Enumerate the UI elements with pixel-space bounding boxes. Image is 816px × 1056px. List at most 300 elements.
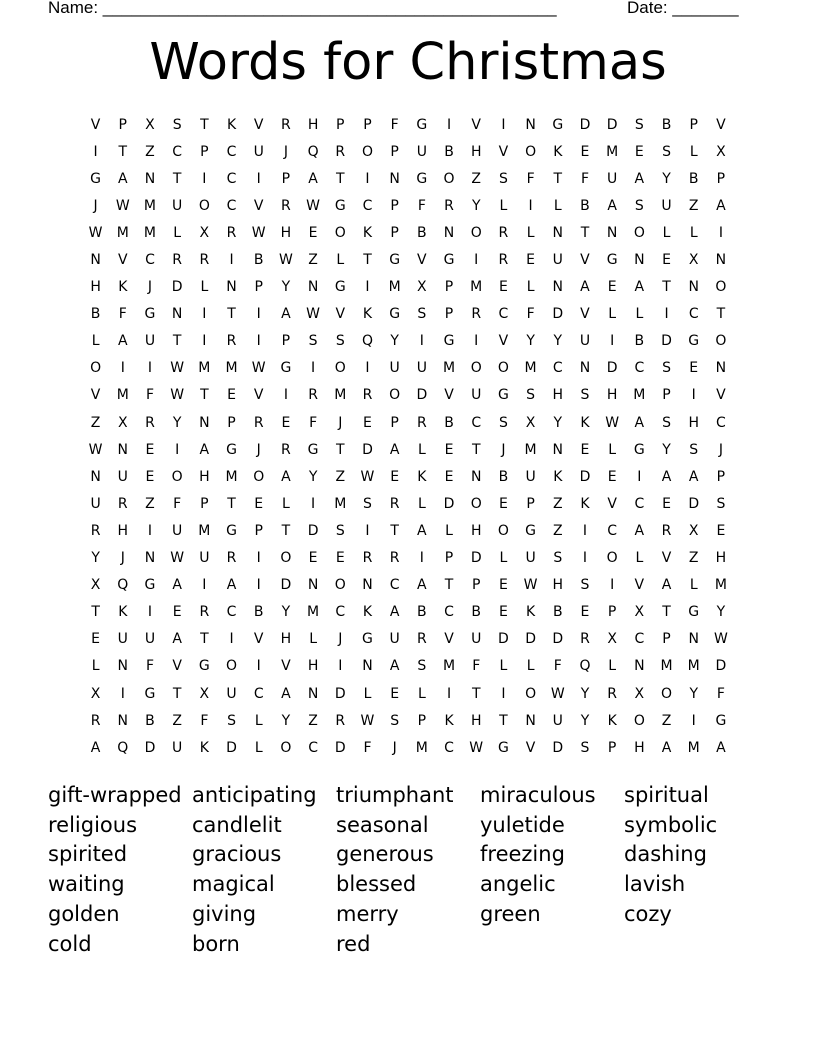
grid-letter: N — [117, 441, 129, 458]
grid-letter: C — [444, 604, 454, 621]
grid-letter: Y — [308, 468, 318, 485]
grid-letter: V — [498, 143, 509, 160]
grid-letter: A — [199, 441, 210, 458]
grid-letter: U — [90, 495, 101, 512]
grid-letter: A — [580, 279, 590, 296]
grid-letter: E — [363, 414, 372, 431]
word-list-row — [48, 810, 788, 840]
grid-letter: N — [362, 577, 373, 594]
grid-letter: A — [281, 306, 291, 323]
grid-letter: C — [362, 197, 373, 214]
date-field-label[interactable]: Date: _______ — [627, 0, 739, 17]
word-list-item: freezing — [480, 842, 565, 867]
grid-letter: E — [498, 279, 508, 296]
grid-letter: Z — [172, 712, 182, 729]
grid-letter: E — [390, 468, 400, 485]
grid-letter: I — [582, 550, 588, 567]
grid-letter: R — [308, 387, 318, 404]
grid-letter: E — [390, 685, 400, 702]
grid-letter: F — [363, 739, 372, 756]
grid-letter: S — [580, 387, 590, 404]
grid-letter: N — [307, 577, 319, 594]
grid-letter: K — [362, 604, 373, 621]
grid-letter: C — [444, 739, 454, 756]
grid-letter: I — [718, 224, 723, 241]
grid-letter: Z — [688, 550, 699, 567]
grid-letter: T — [91, 604, 100, 621]
grid-letter: G — [416, 170, 428, 187]
grid-letter: W — [550, 685, 565, 702]
grid-letter: I — [202, 170, 207, 187]
word-list-item: giving — [192, 902, 257, 927]
grid-letter: U — [144, 631, 156, 648]
grid-letter: F — [145, 658, 154, 675]
grid-letter: N — [226, 279, 237, 296]
grid-letter: S — [662, 414, 671, 431]
grid-letter: G — [688, 333, 700, 350]
grid-letter: D — [362, 441, 373, 458]
grid-letter: D — [226, 739, 237, 756]
grid-letter: L — [200, 279, 209, 296]
grid-letter: T — [580, 224, 590, 241]
grid-letter: I — [419, 333, 424, 350]
grid-letter: Y — [553, 333, 563, 350]
grid-letter: J — [718, 441, 723, 458]
grid-letter: Y — [390, 333, 399, 350]
grid-letter: B — [145, 712, 155, 729]
grid-letter: I — [256, 658, 261, 675]
grid-letter: Z — [552, 495, 563, 512]
grid-letter: W — [170, 387, 185, 404]
grid-letter: S — [335, 333, 345, 350]
grid-letter: T — [471, 685, 481, 702]
grid-letter: A — [634, 279, 645, 296]
grid-letter: V — [607, 495, 617, 512]
grid-row — [82, 517, 735, 544]
grid-letter: P — [281, 170, 291, 187]
grid-letter: O — [90, 360, 102, 377]
grid-letter: V — [253, 631, 264, 648]
grid-letter: C — [688, 306, 699, 323]
grid-letter: G — [497, 387, 509, 404]
grid-letter: D — [470, 550, 482, 567]
grid-letter: M — [687, 739, 700, 756]
grid-letter: L — [499, 658, 508, 675]
grid-letter: V — [335, 306, 346, 323]
grid-letter: W — [360, 468, 375, 485]
grid-letter: C — [389, 577, 400, 594]
grid-letter: I — [311, 495, 316, 512]
grid-letter: A — [308, 170, 318, 187]
grid-letter: K — [199, 739, 209, 756]
grid-letter: I — [256, 170, 261, 187]
grid-letter: M — [660, 658, 673, 675]
grid-letter: S — [634, 116, 644, 133]
grid-letter: H — [634, 739, 645, 756]
grid-letter: D — [334, 685, 346, 702]
grid-letter: C — [226, 170, 237, 187]
grid-letter: F — [200, 712, 209, 729]
grid-letter: T — [662, 604, 671, 621]
grid-letter: B — [90, 306, 101, 323]
grid-letter: C — [172, 143, 183, 160]
grid-letter: U — [172, 739, 183, 756]
grid-letter: D — [498, 631, 509, 648]
grid-letter: Q — [307, 143, 319, 160]
grid-letter: V — [444, 631, 454, 648]
word-list-row — [48, 869, 788, 899]
grid-letter: V — [172, 658, 182, 675]
grid-letter: X — [90, 685, 101, 702]
word-list-item: gift-wrapped — [48, 782, 182, 807]
grid-letter: P — [716, 468, 726, 485]
grid-letter: J — [256, 441, 261, 458]
grid-row — [82, 653, 735, 680]
grid-letter: B — [634, 333, 645, 350]
grid-letter: F — [173, 495, 182, 512]
word-list-item: green — [480, 902, 541, 927]
grid-letter: Z — [661, 712, 672, 729]
grid-letter: W — [88, 224, 103, 241]
grid-letter: G — [280, 360, 292, 377]
grid-letter: Z — [552, 522, 563, 539]
grid-letter: Y — [689, 685, 698, 702]
word-list-item: dashing — [624, 842, 707, 867]
grid-letter: M — [198, 522, 211, 539]
grid-letter: T — [172, 685, 182, 702]
grid-letter: T — [499, 712, 508, 729]
grid-row — [82, 490, 735, 517]
grid-row — [82, 219, 735, 246]
grid-letter: R — [90, 712, 101, 729]
grid-letter: H — [307, 116, 319, 133]
grid-letter: C — [634, 631, 645, 648]
grid-letter: A — [688, 468, 699, 485]
grid-letter: Y — [172, 414, 182, 431]
grid-letter: S — [227, 712, 236, 729]
grid-letter: H — [117, 522, 129, 539]
grid-letter: J — [338, 414, 343, 431]
grid-letter: N — [144, 170, 156, 187]
grid-letter: L — [91, 333, 100, 350]
grid-row — [82, 599, 735, 626]
grid-letter: I — [202, 333, 207, 350]
grid-letter: W — [713, 631, 728, 648]
grid-letter: P — [444, 550, 454, 567]
word-list-item: golden — [48, 902, 120, 927]
word-list-item: symbolic — [624, 812, 718, 837]
grid-letter: B — [498, 468, 509, 485]
grid-letter: I — [582, 522, 588, 539]
grid-letter: W — [88, 441, 103, 458]
grid-letter: I — [147, 604, 153, 621]
grid-letter: S — [580, 577, 590, 594]
grid-row — [82, 192, 735, 219]
grid-letter: L — [608, 658, 617, 675]
grid-letter: Q — [361, 333, 373, 350]
grid-letter: R — [362, 387, 373, 404]
grid-letter: I — [256, 577, 261, 594]
grid-letter: Y — [281, 604, 291, 621]
grid-letter: R — [117, 495, 128, 512]
grid-letter: N — [634, 252, 645, 269]
grid-letter: V — [580, 252, 590, 269]
grid-letter: G — [633, 441, 645, 458]
grid-letter: F — [390, 116, 399, 133]
word-list-row — [48, 929, 788, 959]
grid-letter: N — [389, 170, 400, 187]
grid-letter: O — [334, 360, 346, 377]
grid-letter: N — [579, 360, 591, 377]
grid-letter: P — [200, 143, 209, 160]
grid-letter: U — [117, 468, 128, 485]
grid-letter: O — [334, 577, 346, 594]
grid-letter: E — [607, 279, 617, 296]
grid-letter: N — [90, 252, 101, 269]
grid-letter: E — [281, 414, 291, 431]
grid-row — [82, 165, 735, 192]
grid-letter: L — [689, 224, 698, 241]
grid-letter: M — [334, 495, 347, 512]
grid-row — [82, 138, 735, 165]
grid-letter: V — [253, 197, 264, 214]
grid-letter: A — [661, 577, 672, 594]
grid-letter: T — [227, 495, 236, 512]
grid-letter: R — [226, 333, 237, 350]
grid-letter: T — [200, 116, 209, 133]
grid-letter: V — [525, 739, 536, 756]
grid-letter: H — [280, 224, 292, 241]
grid-letter: X — [688, 252, 699, 269]
grid-letter: M — [307, 604, 320, 621]
grid-letter: C — [607, 522, 618, 539]
grid-letter: V — [498, 333, 509, 350]
grid-letter: K — [417, 468, 427, 485]
grid-letter: F — [526, 306, 535, 323]
grid-letter: I — [338, 658, 343, 675]
grid-letter: I — [147, 522, 153, 539]
grid-letter: G — [443, 333, 455, 350]
grid-letter: U — [172, 522, 183, 539]
grid-letter: P — [200, 495, 209, 512]
grid-letter: H — [90, 279, 101, 296]
grid-letter: I — [311, 360, 316, 377]
grid-letter: D — [552, 739, 564, 756]
grid-letter: E — [634, 143, 644, 160]
grid-letter: P — [607, 739, 617, 756]
grid-letter: E — [580, 441, 590, 458]
word-list-item: cozy — [624, 902, 672, 927]
grid-letter: R — [580, 631, 590, 648]
grid-letter: M — [143, 197, 157, 214]
grid-letter: F — [526, 170, 535, 187]
grid-letter: R — [90, 522, 101, 539]
grid-letter: I — [229, 252, 234, 269]
grid-letter: S — [172, 116, 182, 133]
grid-letter: N — [688, 631, 699, 648]
grid-letter: P — [662, 631, 671, 648]
word-list-row — [48, 780, 788, 810]
word-list-item: blessed — [336, 872, 417, 897]
grid-letter: G — [334, 279, 346, 296]
grid-row — [82, 111, 735, 138]
grid-letter: N — [171, 306, 183, 323]
grid-letter: S — [498, 170, 508, 187]
grid-letter: V — [580, 306, 590, 323]
grid-letter: E — [498, 495, 508, 512]
grid-letter: U — [471, 387, 482, 404]
grid-letter: F — [309, 414, 318, 431]
grid-letter: P — [471, 577, 481, 594]
grid-letter: G — [334, 197, 346, 214]
grid-letter: H — [688, 414, 699, 431]
grid-letter: O — [470, 360, 482, 377]
grid-letter: P — [390, 143, 399, 160]
grid-letter: K — [118, 279, 128, 296]
grid-letter: P — [716, 170, 726, 187]
grid-letter: R — [416, 631, 427, 648]
grid-letter: U — [416, 143, 427, 160]
grid-letter: M — [225, 360, 238, 377]
grid-letter: W — [306, 197, 321, 214]
grid-letter: O — [525, 685, 537, 702]
grid-row — [82, 707, 735, 734]
grid-letter: E — [607, 468, 617, 485]
grid-letter: X — [417, 279, 427, 296]
grid-letter: P — [254, 522, 263, 539]
grid-letter: B — [444, 414, 454, 431]
grid-letter: U — [226, 685, 237, 702]
grid-letter: N — [552, 441, 564, 458]
grid-letter: I — [528, 197, 533, 214]
grid-letter: U — [471, 631, 482, 648]
grid-letter: G — [144, 577, 156, 594]
grid-letter: O — [171, 468, 183, 485]
grid-letter: G — [525, 522, 537, 539]
grid-letter: D — [334, 739, 346, 756]
grid-letter: U — [552, 252, 563, 269]
grid-letter: G — [198, 658, 210, 675]
grid-letter: I — [365, 170, 370, 187]
grid-letter: A — [389, 658, 400, 675]
grid-letter: H — [470, 712, 482, 729]
grid-letter: I — [256, 306, 261, 323]
grid-letter: C — [145, 252, 155, 269]
grid-letter: O — [715, 333, 727, 350]
grid-letter: D — [280, 577, 292, 594]
grid-letter: E — [526, 252, 536, 269]
grid-letter: L — [417, 441, 426, 458]
grid-letter: I — [664, 306, 669, 323]
grid-letter: E — [91, 631, 101, 648]
grid-letter: B — [471, 604, 482, 621]
grid-letter: C — [716, 414, 726, 431]
grid-letter: I — [474, 252, 479, 269]
grid-letter: D — [606, 360, 618, 377]
grid-letter: A — [634, 522, 645, 539]
grid-letter: T — [471, 441, 481, 458]
grid-letter: E — [335, 550, 345, 567]
grid-letter: W — [360, 712, 375, 729]
grid-letter: H — [552, 577, 564, 594]
grid-letter: U — [144, 333, 156, 350]
grid-letter: T — [200, 387, 209, 404]
grid-row — [82, 680, 735, 707]
grid-letter: I — [365, 279, 370, 296]
grid-letter: L — [526, 658, 535, 675]
grid-letter: I — [419, 550, 424, 567]
grid-letter: Y — [526, 333, 535, 350]
grid-letter: E — [689, 360, 699, 377]
grid-letter: K — [362, 306, 373, 323]
grid-letter: K — [226, 116, 237, 133]
grid-letter: R — [335, 143, 346, 160]
grid-letter: D — [715, 658, 727, 675]
grid-letter: J — [338, 631, 343, 648]
grid-row — [82, 301, 735, 328]
grid-letter: N — [552, 279, 564, 296]
grid-letter: H — [280, 631, 292, 648]
name-field-label[interactable]: Name: ________________________________________________ — [48, 0, 557, 17]
grid-letter: L — [254, 739, 263, 756]
grid-letter: T — [281, 522, 291, 539]
grid-letter: I — [446, 685, 452, 702]
grid-letter: G — [688, 604, 700, 621]
grid-letter: M — [714, 577, 727, 594]
grid-letter: V — [281, 658, 291, 675]
grid-letter: V — [634, 577, 645, 594]
word-list-item: lavish — [624, 872, 686, 897]
grid-letter: N — [117, 712, 129, 729]
grid-letter: S — [417, 306, 427, 323]
grid-letter: S — [417, 658, 427, 675]
grid-letter: U — [389, 631, 400, 648]
grid-letter: F — [417, 197, 426, 214]
word-list-item: seasonal — [336, 812, 429, 837]
grid-letter: G — [497, 739, 509, 756]
grid-letter: L — [336, 252, 345, 269]
grid-letter: R — [226, 224, 237, 241]
grid-letter: J — [93, 197, 98, 214]
grid-letter: O — [715, 279, 727, 296]
grid-letter: U — [525, 550, 536, 567]
grid-letter: R — [281, 116, 291, 133]
grid-letter: A — [281, 685, 291, 702]
grid-letter: L — [363, 685, 372, 702]
grid-letter: J — [147, 279, 153, 296]
grid-letter: P — [118, 116, 127, 133]
grid-letter: L — [526, 224, 535, 241]
grid-letter: T — [390, 522, 399, 539]
grid-letter: X — [199, 685, 210, 702]
grid-letter: P — [607, 604, 617, 621]
grid-letter: V — [661, 550, 672, 567]
grid-letter: E — [498, 577, 508, 594]
grid-letter: Q — [579, 658, 591, 675]
grid-letter: P — [390, 197, 399, 214]
grid-letter: R — [444, 197, 454, 214]
grid-letter: N — [117, 658, 129, 675]
grid-letter: I — [283, 387, 288, 404]
grid-letter: O — [525, 143, 537, 160]
grid-letter: I — [637, 468, 642, 485]
page-title: Words for Christmas — [149, 33, 667, 92]
grid-letter: I — [202, 306, 207, 323]
grid-letter: U — [661, 197, 672, 214]
grid-letter: T — [118, 143, 128, 160]
grid-letter: P — [390, 224, 399, 241]
grid-letter: G — [226, 522, 237, 539]
